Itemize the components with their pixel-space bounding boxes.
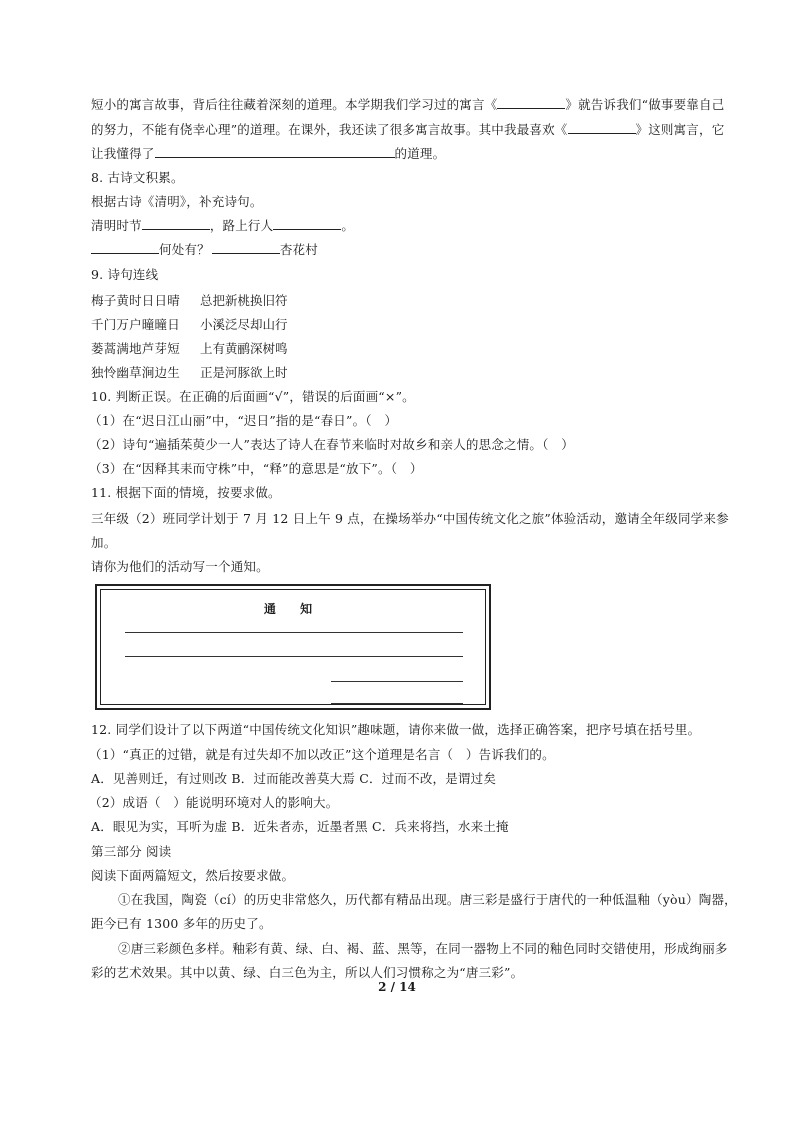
q10-item: （3）在“因释其耒而守株”中，“释”的意思是“放下”。（ ） (89, 461, 423, 476)
q10-item: （1）在“迟日江山丽”中，“迟日”指的是“春日”。（ ） (89, 413, 398, 428)
q12-sub2-options: A．眼见为实，耳听为虚 B．近朱者赤，近墨者黑 C．兵来将挡，水来土掩 (91, 819, 509, 834)
q10-item: （2）诗句“遍插茱萸少一人”表达了诗人在春节来临时对故乡和亲人的思念之情。（ ） (89, 437, 574, 452)
fable-line-3: 让我懂得了 的道理。 (91, 146, 446, 161)
answer-blank[interactable] (212, 241, 280, 254)
match-right-item[interactable]: 小溪泛尽却山行 (200, 317, 288, 332)
reading-p1: ①在我国，陶瓷（cí）的历史非常悠久，历代都有精品出现。唐三彩是盛行于唐代的一种低温釉（yòu）陶器， (118, 892, 737, 907)
q11-prompt: 请你为他们的活动写一个通知。 (91, 559, 269, 574)
q8-instruction: 根据古诗《清明》，补充诗句。 (91, 194, 263, 209)
q12-sub1-options: A．见善则迁，有过则改 B．过而能改善莫大焉 C．过而不改，是谓过矣 (91, 771, 497, 786)
q11-body-cont: 加。 (91, 535, 117, 550)
match-right-item[interactable]: 上有黄鹂深树鸣 (200, 341, 288, 356)
writing-line[interactable] (125, 656, 463, 657)
poem-line-1: 清明时节 ，路上行人 。 (91, 218, 355, 233)
q8-title: 8. 古诗文积累。 (91, 170, 184, 185)
date-line[interactable] (331, 703, 463, 704)
match-left-item[interactable]: 千门万户曈曈日 (91, 317, 180, 332)
match-left-item[interactable]: 梅子黄时日日晴 (91, 293, 180, 308)
fable-line-2: 的努力，不能有侥幸心理”的道理。在课外，我还读了很多寓言故事。其中我最喜欢《 》这则寓言，它 (91, 122, 725, 137)
answer-blank[interactable] (142, 217, 210, 230)
q11-title: 11. 根据下面的情境，按要求做。 (91, 485, 281, 500)
part3-intro: 阅读下面两篇短文，然后按要求做。 (91, 868, 295, 883)
match-right-item[interactable]: 正是河豚欲上时 (200, 365, 288, 380)
notice-title: 通 知 (263, 602, 323, 616)
writing-line[interactable] (125, 632, 463, 633)
answer-blank[interactable] (273, 217, 341, 230)
part3-title: 第三部分 阅读 (91, 844, 172, 859)
notice-box[interactable] (95, 584, 491, 710)
q12-title: 12. 同学们设计了以下两道“中国传统文化知识”趣味题，请你来做一做，选择正确答案，把序号填在括号里。 (91, 722, 701, 737)
reading-p2: ②唐三彩颜色多样。釉彩有黄、绿、白、褐、蓝、黑等，在同一器物上不同的釉色同时交错使用，形成绚丽多 (118, 941, 728, 956)
page-number: 2 / 14 (378, 980, 416, 994)
reading-p2-cont: 彩的艺术效果。其中以黄、绿、白三色为主，所以人们习惯称之为“唐三彩”。 (91, 965, 524, 980)
match-left-item[interactable]: 蒌蒿满地芦芽短 (91, 341, 180, 356)
q12-sub1: （1）“真正的过错，就是有过失却不加以改正”这个道理是名言（ ）告诉我们的。 (89, 747, 555, 762)
q12-sub2: （2）成语（ ）能说明环境对人的影响大。 (89, 795, 339, 810)
q11-body: 三年级（2）班同学计划于 7 月 12 日上午 9 点，在操场举办“中国传统文化之旅”体验活动，邀请全年级同学来参 (91, 511, 729, 526)
signature-line[interactable] (331, 681, 463, 682)
poem-line-2: 何处有？ 杏花村 (91, 241, 318, 259)
q10-title: 10. 判断正误。在正确的后面画“√”，错误的后面画“×”。 (91, 389, 415, 404)
answer-blank[interactable] (568, 121, 636, 134)
fable-line-1: 短小的寓言故事，背后往往藏着深刻的道理。本学期我们学习过的寓言《 》就告诉我们“做事要靠自己 (91, 97, 725, 112)
match-left-item[interactable]: 独怜幽草涧边生 (91, 365, 180, 380)
match-right-item[interactable]: 总把新桃换旧符 (200, 293, 288, 308)
answer-blank[interactable] (155, 145, 395, 158)
q9-title: 9. 诗句连线 (91, 267, 159, 282)
reading-p1-cont: 距今已有 1300 多年的历史了。 (91, 916, 272, 931)
notice-inner-frame (100, 589, 486, 705)
answer-blank[interactable] (91, 241, 159, 254)
answer-blank[interactable] (497, 96, 565, 109)
